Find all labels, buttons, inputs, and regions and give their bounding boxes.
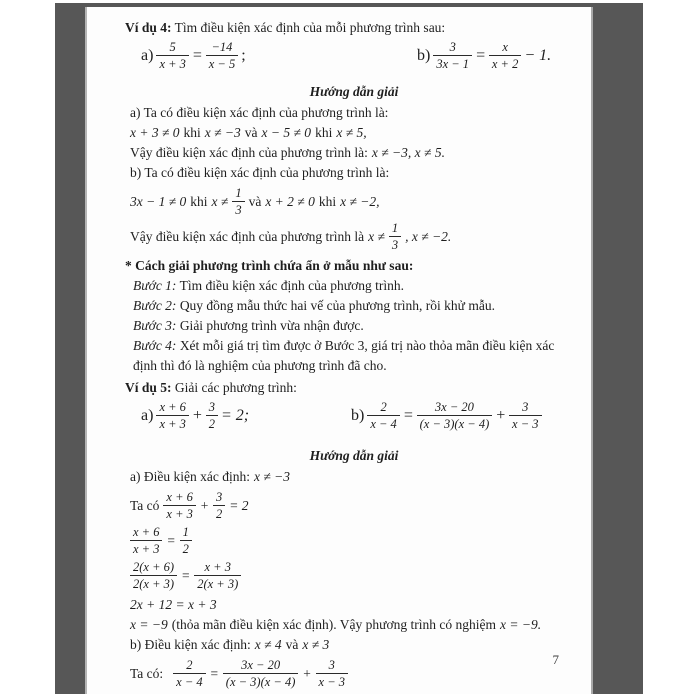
text-segment: (thỏa mãn điều kiện xác định). Vậy phương trình có nghiệm bbox=[171, 617, 496, 632]
fraction-numerator: 2 bbox=[173, 658, 205, 674]
fraction-denominator: 3 bbox=[235, 203, 242, 217]
math-segment: x ≠ −3, x ≠ 5. bbox=[371, 145, 445, 160]
fraction bbox=[206, 40, 238, 71]
method-title: * Cách giải phương trình chứa ẩn ở mẫu như sau: bbox=[125, 258, 414, 273]
vd4-sol-a-intro: a) Ta có điều kiện xác định của phương trình là: bbox=[130, 105, 389, 120]
fraction-denominator: x − 4 bbox=[370, 417, 397, 431]
eq-b-label: b) bbox=[417, 46, 431, 64]
vd5-label: Ví dụ 5: bbox=[125, 380, 172, 395]
step-label: Bước 2: bbox=[133, 298, 177, 313]
math-segment: x + 2 ≠ 0 bbox=[265, 194, 315, 209]
fraction bbox=[389, 221, 401, 252]
fraction-numerator: 3 bbox=[433, 40, 472, 56]
fraction-numerator: 5 bbox=[156, 40, 188, 56]
math-segment: 3x − 1 ≠ 0 bbox=[130, 194, 187, 209]
vd5-title: Giải các phương trình: bbox=[174, 380, 297, 395]
fraction-denominator: 2(x + 3) bbox=[133, 577, 175, 591]
equals-sign: = bbox=[191, 46, 203, 64]
plus-sign: + bbox=[302, 666, 312, 681]
fraction-denominator: x + 3 bbox=[133, 542, 160, 556]
fraction-denominator: x − 3 bbox=[318, 675, 346, 689]
eq-a-tail: = 2; bbox=[220, 406, 250, 424]
fraction-denominator: x − 3 bbox=[512, 417, 539, 431]
fraction-denominator: 3 bbox=[391, 238, 399, 252]
vd5-solution-heading: Hướng dẫn giải bbox=[309, 448, 399, 463]
text-segment: và bbox=[285, 637, 299, 652]
vd4-sol-b-conclusion bbox=[130, 221, 583, 252]
fraction-denominator: x − 4 bbox=[176, 675, 203, 689]
fraction bbox=[367, 400, 399, 431]
fraction bbox=[316, 658, 348, 689]
fraction-numerator: 3 bbox=[316, 658, 348, 674]
fraction bbox=[173, 658, 205, 689]
text-segment: khi bbox=[318, 194, 337, 209]
text-segment: Ta có: bbox=[130, 666, 164, 681]
fraction-denominator: x − 5 bbox=[208, 57, 236, 71]
plus-sign: + bbox=[199, 498, 210, 513]
math-segment: , x ≠ −2. bbox=[405, 229, 452, 244]
math-segment: x ≠ −3 bbox=[253, 469, 290, 484]
vd5-sol-a-condition bbox=[130, 467, 583, 486]
vd4-equation-a bbox=[141, 40, 246, 71]
plus-sign: + bbox=[495, 406, 507, 424]
fraction bbox=[194, 560, 241, 591]
fraction bbox=[163, 490, 195, 521]
vd5-heading bbox=[125, 378, 583, 397]
fraction-denominator: x + 3 bbox=[166, 507, 193, 521]
vd5-sol-a-line-5 bbox=[130, 615, 583, 634]
fraction bbox=[156, 400, 188, 431]
equals-sign: = bbox=[181, 568, 191, 583]
vd4-sol-b-condition bbox=[130, 186, 583, 217]
fraction-denominator: (x − 3)(x − 4) bbox=[225, 675, 296, 689]
fraction bbox=[180, 525, 192, 556]
math-segment: x ≠ 4 bbox=[254, 637, 282, 652]
math-segment: x ≠ 3 bbox=[302, 637, 330, 652]
fraction-numerator: 1 bbox=[389, 221, 401, 237]
text-segment: a) Điều kiện xác định: bbox=[130, 469, 250, 484]
text-segment: và bbox=[244, 125, 258, 140]
fraction-numerator: x + 6 bbox=[130, 525, 162, 541]
vd5-equation-a bbox=[141, 400, 249, 431]
scanned-document bbox=[55, 3, 643, 694]
method-step-4-continued: định thì đó là nghiệm của phương trình đã cho. bbox=[133, 358, 387, 373]
fraction bbox=[130, 525, 162, 556]
math-segment: = 2 bbox=[229, 498, 249, 513]
text-segment: khi bbox=[183, 125, 201, 140]
fraction-numerator: x + 6 bbox=[163, 490, 195, 506]
fraction-numerator: −14 bbox=[206, 40, 238, 56]
math-segment: x ≠ bbox=[368, 229, 385, 244]
math-segment: x ≠ 5, bbox=[336, 125, 367, 140]
fraction bbox=[206, 400, 218, 431]
fraction bbox=[489, 40, 521, 71]
fraction bbox=[433, 40, 472, 71]
math-segment: x ≠ −3 bbox=[204, 125, 241, 140]
method-step-2 bbox=[133, 296, 583, 315]
fraction bbox=[509, 400, 541, 431]
fraction-numerator: x bbox=[489, 40, 521, 56]
fraction-denominator: 2 bbox=[208, 417, 215, 431]
text-segment: khi bbox=[315, 125, 333, 140]
eq-a-label: a) bbox=[141, 406, 154, 424]
method-step-3 bbox=[133, 316, 583, 335]
method-step-4 bbox=[133, 336, 583, 355]
fraction bbox=[156, 40, 188, 71]
text-segment: Vậy điều kiện xác định của phương trình là: bbox=[130, 145, 368, 160]
vd5-equation-b bbox=[351, 400, 542, 431]
math-segment: x = −9 bbox=[130, 617, 168, 632]
text-segment: khi bbox=[190, 194, 208, 209]
vd5-sol-a-line-4: 2x + 12 = x + 3 bbox=[130, 597, 217, 612]
step-text: Quy đồng mẫu thức hai vế của phương trình, rồi khử mẫu. bbox=[179, 298, 495, 313]
equals-sign: = bbox=[475, 46, 486, 64]
vd4-equations bbox=[125, 40, 583, 78]
fraction-numerator: x + 6 bbox=[156, 400, 188, 416]
fraction-numerator: 3 bbox=[509, 400, 541, 416]
fraction bbox=[130, 560, 177, 591]
fraction-denominator: 2 bbox=[216, 507, 223, 521]
eq-a-label: a) bbox=[141, 46, 154, 64]
fraction-denominator: 3x − 1 bbox=[436, 57, 470, 71]
vd4-title: Tìm điều kiện xác định của mỗi phương trình sau: bbox=[174, 20, 446, 35]
step-label: Bước 1: bbox=[133, 278, 177, 293]
fraction-numerator: 3 bbox=[206, 400, 218, 416]
fraction-numerator: 2(x + 6) bbox=[130, 560, 177, 576]
vd4-sol-a-conclusion bbox=[130, 143, 583, 162]
vd4-equation-b bbox=[417, 40, 551, 71]
equals-sign: = bbox=[402, 406, 414, 424]
math-segment: x = −9. bbox=[499, 617, 542, 632]
fraction-numerator: 3 bbox=[213, 490, 225, 506]
plus-sign: + bbox=[191, 406, 203, 424]
text-segment: Ta có bbox=[130, 498, 160, 513]
page-number: 7 bbox=[552, 652, 559, 667]
equals-sign: = bbox=[209, 666, 219, 681]
step-text: Xét mỗi giá trị tìm được ở Bước 3, giá trị nào thỏa mãn điều kiện xác bbox=[179, 338, 555, 353]
vd4-sol-a-condition bbox=[130, 123, 583, 142]
fraction-numerator: 2 bbox=[367, 400, 399, 416]
fraction-denominator: 2(x + 3) bbox=[197, 577, 239, 591]
vd5-sol-b-line-1 bbox=[130, 658, 583, 689]
text-segment: Vậy điều kiện xác định của phương trình là bbox=[130, 229, 365, 244]
fraction-numerator: 3x − 20 bbox=[417, 400, 493, 416]
vd5-sol-a-line-1 bbox=[130, 490, 583, 521]
equals-sign: = bbox=[166, 533, 176, 548]
fraction bbox=[213, 490, 225, 521]
step-label: Bước 3: bbox=[133, 318, 177, 333]
fraction-denominator: x + 3 bbox=[159, 417, 186, 431]
math-segment: x ≠ −2, bbox=[340, 194, 380, 209]
fraction-denominator: (x − 3)(x − 4) bbox=[419, 417, 490, 431]
vd5-sol-a-line-2 bbox=[130, 525, 583, 556]
fraction bbox=[417, 400, 493, 431]
step-text: Giải phương trình vừa nhận được. bbox=[179, 318, 364, 333]
eq-a-tail: ; bbox=[241, 46, 246, 64]
eq-b-tail: − 1. bbox=[524, 46, 552, 64]
fraction-denominator: x + 3 bbox=[159, 57, 186, 71]
vd5-sol-a-line-3 bbox=[130, 560, 583, 591]
fraction-denominator: 2 bbox=[182, 542, 189, 556]
step-label: Bước 4: bbox=[133, 338, 177, 353]
fraction-numerator: x + 3 bbox=[194, 560, 241, 576]
step-text: Tìm điều kiện xác định của phương trình. bbox=[179, 278, 404, 293]
math-segment: x − 5 ≠ 0 bbox=[261, 125, 312, 140]
text-segment: và bbox=[248, 194, 262, 209]
vd5-sol-b-condition bbox=[130, 635, 583, 654]
fraction-denominator: x + 2 bbox=[491, 57, 519, 71]
fraction-numerator: 1 bbox=[180, 525, 192, 541]
fraction-numerator: 1 bbox=[232, 186, 244, 202]
math-segment: x ≠ bbox=[211, 194, 229, 209]
page-surface bbox=[85, 7, 593, 694]
fraction bbox=[232, 186, 244, 217]
method-step-1 bbox=[133, 276, 583, 295]
vd4-sol-b-intro: b) Ta có điều kiện xác định của phương trình là: bbox=[130, 165, 390, 180]
vd4-heading bbox=[125, 18, 583, 37]
fraction-numerator: 3x − 20 bbox=[223, 658, 299, 674]
text-segment: b) Điều kiện xác định: bbox=[130, 637, 251, 652]
math-segment: x + 3 ≠ 0 bbox=[130, 125, 180, 140]
vd5-equations bbox=[125, 400, 583, 442]
eq-b-label: b) bbox=[351, 406, 365, 424]
vd4-label: Ví dụ 4: bbox=[125, 20, 172, 35]
fraction bbox=[223, 658, 299, 689]
vd4-solution-heading: Hướng dẫn giải bbox=[309, 84, 399, 99]
